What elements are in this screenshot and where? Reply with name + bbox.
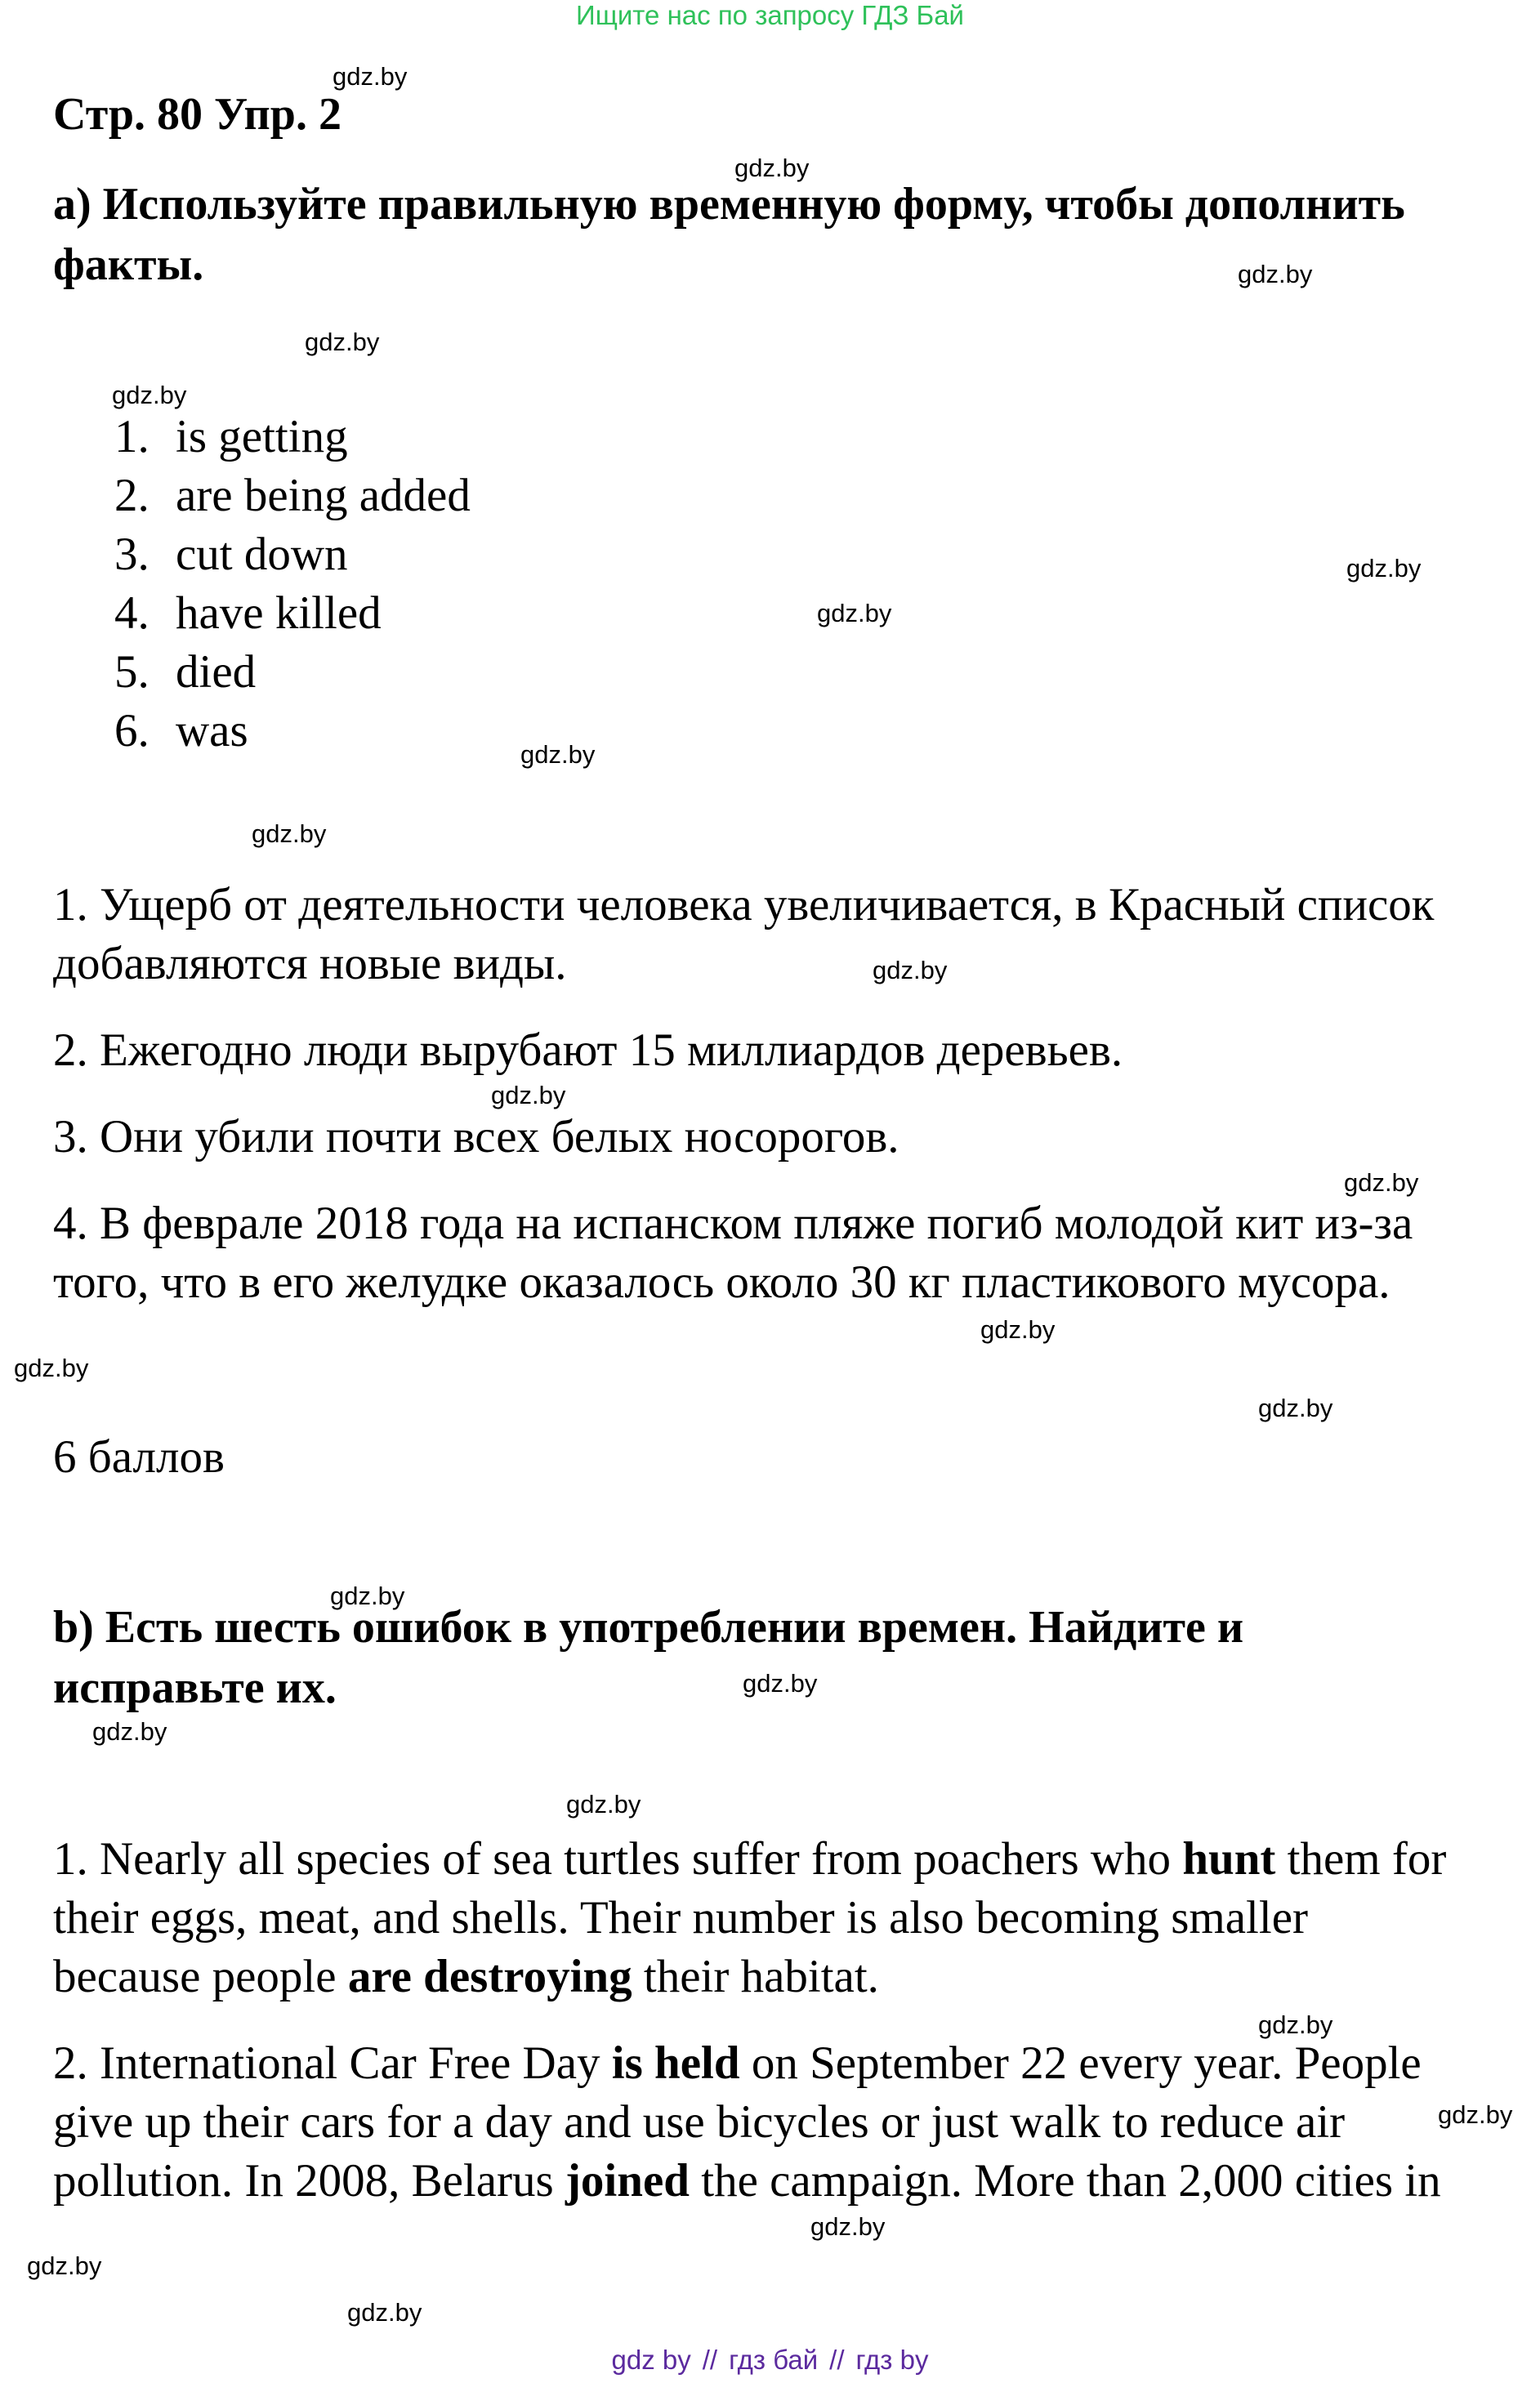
paragraph-1-line2: their eggs, meat, and shells. Their number is also becoming smaller	[53, 1892, 1308, 1943]
answer-text: are being added	[176, 470, 471, 521]
bold-verb: joined	[565, 2155, 690, 2207]
text-segment: 1. Nearly all species of sea turtles suffer from poachers who	[53, 1833, 1183, 1885]
watermark: gdz.by	[566, 1790, 641, 1818]
watermark: gdz.by	[330, 1582, 405, 1610]
footer-links	[0, 2345, 1540, 2376]
section-b-heading-line1: b) Есть шесть ошибок в употреблении времен. Найдите и	[53, 1602, 1244, 1653]
translation-2: 2. Ежегодно люди вырубают 15 миллиардов деревьев.	[53, 1024, 1123, 1076]
section-a-heading-line2: факты.	[53, 239, 204, 290]
footer-link[interactable]: гдз бай	[729, 2345, 819, 2375]
page-title: Стр. 80 Упр. 2	[53, 89, 341, 140]
watermark: gdz.by	[252, 819, 327, 848]
bold-verb: hunt	[1182, 1833, 1276, 1885]
watermark: gdz.by	[1238, 260, 1313, 288]
paragraph-1-line1	[53, 1830, 1446, 1889]
watermark: gdz.by	[520, 740, 596, 769]
answer-text: died	[176, 646, 257, 698]
answer-text: have killed	[176, 587, 382, 639]
paragraph-2-line2: give up their cars for a day and use bicycles or just walk to reduce air	[53, 2096, 1346, 2148]
watermark: gdz.by	[333, 62, 408, 91]
watermark: gdz.by	[491, 1081, 566, 1109]
answer-number: 6.	[114, 705, 150, 756]
translation-4-line1: 4. В феврале 2018 года на испанском пляже погиб молодой кит из-за	[53, 1198, 1413, 1249]
footer-link[interactable]: gdz by	[611, 2345, 691, 2375]
answer-text: cut down	[176, 529, 348, 580]
watermark: gdz.by	[1258, 2010, 1333, 2039]
watermark: gdz.by	[305, 328, 380, 356]
answer-number: 2.	[114, 470, 150, 521]
answer-text: was	[176, 705, 248, 756]
section-a-heading-line1: a) Используйте правильную временную форму, чтобы дополнить	[53, 179, 1405, 230]
footer-link[interactable]: гдз by	[855, 2345, 929, 2375]
bold-verb: are destroying	[347, 1951, 632, 2002]
answer-text: is getting	[176, 411, 348, 462]
answer-number: 5.	[114, 646, 150, 698]
watermark: gdz.by	[743, 1669, 818, 1698]
answer-item	[114, 587, 382, 640]
bold-verb: is held	[611, 2037, 740, 2089]
footer-separator: //	[829, 2345, 845, 2375]
watermark: gdz.by	[1438, 2100, 1513, 2129]
watermark: gdz.by	[347, 2298, 422, 2327]
watermark: gdz.by	[1346, 554, 1422, 582]
watermark: gdz.by	[92, 1717, 167, 1746]
watermark: gdz.by	[112, 381, 187, 409]
watermark: gdz.by	[1344, 1168, 1419, 1197]
answer-number: 1.	[114, 411, 150, 462]
paragraph-1-line3	[53, 1948, 879, 2006]
paragraph-2-line3	[53, 2152, 1441, 2211]
answer-item	[114, 410, 348, 463]
answer-number: 4.	[114, 587, 150, 639]
answer-item	[114, 528, 348, 581]
translation-1-line2: добавляются новые виды.	[53, 938, 567, 989]
watermark: gdz.by	[27, 2251, 102, 2280]
watermark: gdz.by	[14, 1354, 89, 1382]
text-segment: because people	[53, 1951, 348, 2002]
text-segment: 2. International Car Free Day	[53, 2037, 612, 2089]
answer-item	[114, 469, 471, 522]
text-segment: on September 22 every year. People	[739, 2037, 1422, 2089]
answer-item	[114, 645, 256, 698]
translation-4-line2: того, что в его желудке оказалось около 30 кг пластикового мусора.	[53, 1256, 1390, 1308]
watermark: gdz.by	[734, 154, 810, 182]
translation-3: 3. Они убили почти всех белых носорогов.	[53, 1111, 899, 1162]
answer-number: 3.	[114, 529, 150, 580]
section-b-heading-line2: исправьте их.	[53, 1662, 337, 1713]
watermark: gdz.by	[810, 2212, 886, 2241]
paragraph-2-line1	[53, 2034, 1422, 2093]
footer-separator: //	[702, 2345, 718, 2375]
text-segment: the campaign. More than 2,000 cities in	[689, 2155, 1441, 2207]
text-segment: them for	[1275, 1833, 1447, 1885]
watermark: gdz.by	[980, 1315, 1056, 1344]
watermark: gdz.by	[873, 956, 948, 984]
answer-item	[114, 704, 248, 757]
text-segment: their habitat.	[632, 1951, 879, 2002]
score: 6 баллов	[53, 1431, 225, 1483]
top-banner[interactable]: Ищите нас по запросу ГДЗ Бай	[576, 0, 964, 30]
watermark: gdz.by	[817, 599, 892, 627]
text-segment: pollution. In 2008, Belarus	[53, 2155, 565, 2207]
watermark: gdz.by	[1258, 1394, 1333, 1422]
translation-1-line1: 1. Ущерб от деятельности человека увеличивается, в Красный список	[53, 879, 1435, 930]
